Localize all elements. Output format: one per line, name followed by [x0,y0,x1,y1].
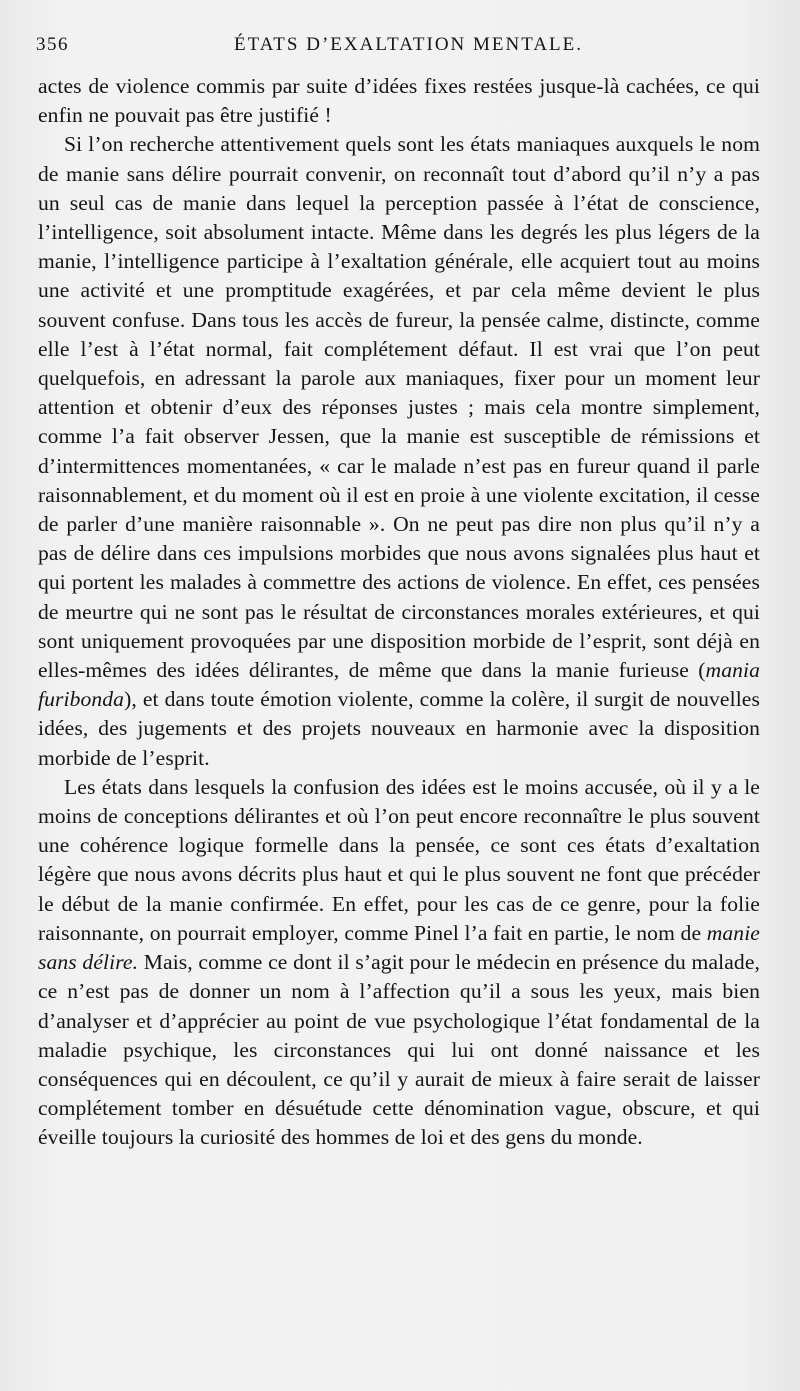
page-header [36,34,760,62]
paragraph-1 [38,72,760,130]
paragraph-3-emphasis: manie sans délire. [38,920,760,975]
paragraph-1-text: actes de violence commis par suite d’idées fixes restées jusque-là cachées, ce qui enfin ne pouvait pas être justifié ! [38,74,760,128]
page-number: 356 [36,34,69,55]
paragraph-3 [38,773,760,1153]
paragraph-2-text-start: Si l’on recherche attentivement quels sont les états maniaques auxquels le nom de manie sans délire pourrait convenir, on reconnaît tout d’abord qu’il n’y a pas un seul cas de manie dans lequel la perception passée à l’état de conscience, l’intelligence, soit absolument intacte. Même dans les degrés les plus légers de la manie, l’intelligence participe à l’exaltation générale, elle acquiert tout au moins une activité et une promptitude exagérées, et par cela même devient le plus souvent confuse. Dans tous les accès de fureur, la pensée calme, distincte, comme elle l’est à l’état normal, fait complétement défaut. Il est vrai que l’on peut quelquefois, en adressant la parole aux maniaques, fixer pour un moment leur attention et obtenir d’eux des réponses justes ; mais cela montre simplement, comme l’a fait observer Jessen, que la manie est susceptible de rémissions et d’intermittences momentanées, « car le malade n’est pas en fureur quand il parle raisonnablement, et du moment où il est en proie à une violente excitation, il cesse de parler d’une manière raisonnable ». On ne peut pas dire non plus qu’il n’y a pas de délire dans ces impulsions morbides que nous avons signalées plus haut et qui portent les malades à commettre des actions de violence. En effet, ces pensées de meurtre qui ne sont pas le résultat de circonstances morales extérieures, et qui sont uniquement provoquées par une disposition morbide de l’esprit, sont déjà en elles-mêmes des idées délirantes, de même que dans la manie furieuse ( [38,132,760,683]
paragraph-2 [38,130,760,772]
paragraph-2-text-end: ), et dans toute émotion violente, comme la colère, il surgit de nouvelles idées, des jugements et des projets nouveaux en harmonie avec la disposition morbide de l’esprit. [38,687,760,770]
running-title: ÉTATS D’EXALTATION MENTALE. [234,34,584,55]
body-text [38,72,760,1153]
paragraph-3-text-end: Mais, comme ce dont il s’agit pour le médecin en présence du malade, ce n’est pas de donner un nom à l’affection qu’il a sous les yeux, mais bien d’analyser et d’apprécier au point de vue psychologique l’état fondamental de la maladie psychique, les circonstances qui lui ont donné naissance et les conséquences qui en découlent, ce qu’il y aurait de mieux à faire serait de laisser complétement tomber en désuétude cette dénomination vague, obscure, et qui éveille toujours la curiosité des hommes de loi et des gens du monde. [38,950,760,1150]
paragraph-2-emphasis: mania furibonda [38,658,760,712]
paragraph-3-text-start: Les états dans lesquels la confusion des idées est le moins accusée, où il y a le moins de conceptions délirantes et où l’on peut encore reconnaître le plus souvent une cohérence logique formelle dans la pensée, ce sont ces états d’exaltation légère que nous avons décrits plus haut et qui le plus souvent ne font que précéder le début de la manie confirmée. En effet, pour les cas de ce genre, pour la folie raisonnante, on pourrait employer, comme Pinel l’a fait en partie, le nom de [38,774,760,945]
